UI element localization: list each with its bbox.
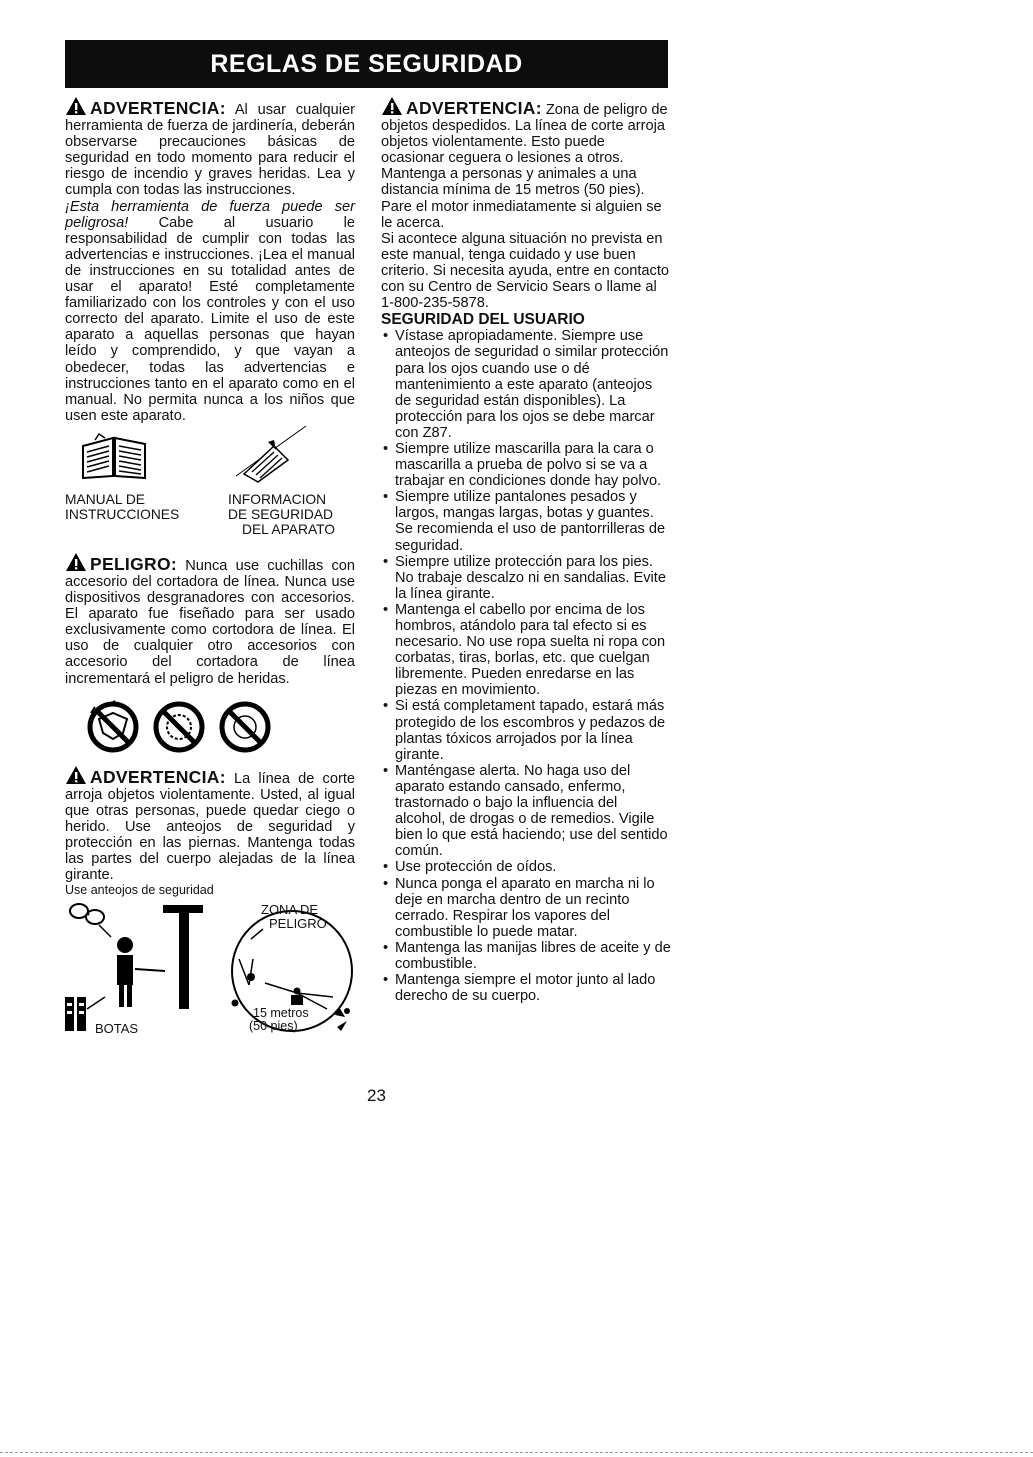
danger-paragraph <box>65 552 355 687</box>
warning-text-2b: La línea de corte arroja objetos violentamente. Usted, al igual que otras personas, puede quedar ciego o herido. Use anteojos de seguridad y protección en las piernas. Mantenga todas las partes del cuerpo alejadas de la línea girante. <box>65 770 355 884</box>
warning-text-3: Zona de peligro de objetos despedidos. La línea de corte arroja objetos violentamente. Esto puede ocasionar ceguera o lesiones a otros. Mantenga a personas y animales a una distancia mínima de 15 metros (50 pies). Pare el motor inmediatamente si alguien se le acerca. <box>381 102 668 231</box>
manual-caption <box>65 492 179 522</box>
warning-paragraph-3 <box>381 96 671 231</box>
zone-label-line2: PELIGRO <box>269 916 327 932</box>
hazard-warning-icon-3 <box>381 96 403 116</box>
manual-caption-line1: MANUAL DE <box>65 491 145 507</box>
manual-icons-row <box>65 430 355 537</box>
info-caption-line2: DE SEGURIDAD <box>228 506 334 522</box>
warning-paragraph-1b <box>65 199 355 424</box>
safety-bullet-item: • Vístase apropiadamente. Siempre use anteojos de seguridad o similar protección para los ojos cuando use o dé mantenimiento a este aparato (anteojos de seguridad están disponibles). La protección para los ojos se debe marcar con Z87. <box>381 328 671 441</box>
no-blade-icon <box>85 699 141 755</box>
page-number: 23 <box>367 1086 386 1105</box>
safety-bullet-item: • Manténgase alerta. No haga uso del aparato estando cansado, enfermo, trastornado o bajo la influencia del alcohol, de drogas o de remedios. Vigile bien lo que está haciendo; use del sentido común. <box>381 763 671 860</box>
operator-figure-icon <box>117 905 203 1009</box>
danger-heading: PELIGRO: <box>90 553 177 574</box>
hazard-danger-icon <box>65 552 87 572</box>
safety-bullet-item: • Mantenga siempre el motor junto al lado derecho de su cuerpo. <box>381 972 671 1004</box>
boots-label: BOTAS <box>95 1021 139 1037</box>
user-safety-list <box>381 328 671 1004</box>
info-caption-line1: INFORMACION <box>228 491 327 507</box>
goggles-caption: Use anteojos de seguridad <box>65 883 214 898</box>
hazard-warning-icon <box>65 96 87 116</box>
safety-bullet-item: • Siempre utilize protección para los pies. No trabaje descalzo ni en sandalias. Evite la línea girante. <box>381 554 671 602</box>
no-blades-icons <box>85 699 355 755</box>
user-safety-heading: SEGURIDAD DEL USUARIO <box>381 311 585 329</box>
section-banner <box>65 40 668 88</box>
warning-heading: ADVERTENCIA: <box>90 98 226 118</box>
distance-label-line2: (50 pies) <box>249 1019 298 1034</box>
service-paragraph: Si acontece alguna situación no prevista en este manual, tenga cuidado y use buen criterio. Si necesita ayuda, entre en contacto con su Centro de Servicio Sears o llame al 1-800-235-5878. <box>381 230 669 312</box>
danger-zone-label <box>261 903 327 931</box>
warning-paragraph-1 <box>65 96 355 199</box>
zone-label-line1: ZONA DE <box>261 902 319 918</box>
banner-title: REGLAS DE SEGURIDAD <box>210 49 523 78</box>
danger-zone-diagram <box>65 899 355 1041</box>
right-column <box>381 96 671 1004</box>
safety-bullet-item: • Mantenga las manijas libres de aceite y de combustible. <box>381 940 671 972</box>
manual-book-icon <box>79 432 149 480</box>
no-disc-icon <box>217 699 273 755</box>
goggles-icon <box>70 904 111 937</box>
left-column <box>65 96 355 1041</box>
safety-bullet-item: • Si está completament tapado, estará más protegido de los escombros y pedazos de plantas tóxicos arrojados por la línea girante. <box>381 698 671 762</box>
manual-caption-line2: INSTRUCCIONES <box>65 506 180 522</box>
safety-bullet-item: • Siempre utilize pantalones pesados y largos, mangas largas, botas y guantes. Se recomienda el uso de pantorrilleras de seguridad. <box>381 489 671 553</box>
info-caption <box>228 492 335 537</box>
info-caption-line3: DEL APARATO <box>242 521 336 537</box>
warning-heading-2: ADVERTENCIA: <box>90 766 226 787</box>
warning-italic-text: ¡Esta herramienta de fuerza puede ser peligrosa! <box>65 198 355 231</box>
distance-label-line1: 15 metros <box>253 1006 309 1021</box>
safety-bullet-item: • Siempre utilize mascarilla para la cara o mascarilla a prueba de polvo si se va a trabajar en condiciones donde hay polvo. <box>381 441 671 489</box>
warning-text: Al usar cualquier herramienta de fuerza de jardinería, deberán observarse precauciones básicas de seguridad en todo momento para reducir el riesgo de incendio y graves heridas. Lea y cumpla con todas las instrucciones. <box>65 102 356 199</box>
safety-bullet-item: • Nunca ponga el aparato en marcha ni lo deje en marcha dentro de un recinto cerrado. Respirar los vapores del combustible lo puede matar. <box>381 876 671 940</box>
distance-label <box>249 1007 309 1033</box>
hazard-warning-icon-2 <box>65 765 87 785</box>
safety-bullet-item: • Use protección de oídos. <box>381 859 671 875</box>
warning-heading-3: ADVERTENCIA: <box>406 98 542 118</box>
safety-label-icon <box>230 422 310 484</box>
warning-paragraph-2 <box>65 765 355 884</box>
danger-text: Nunca use cuchillas con accesorio del cortadora de línea. Nunca use dispositivos desgranadores con accesorios. El aparato fue fiseñado para ser usado exclusivamente como cortodora de línea. El uso de cualquier otro accesorios con accesorio del cortadora de línea incrementará el peligro de heridas. <box>65 557 355 687</box>
page-edge-divider <box>0 1452 1033 1453</box>
no-saw-blade-icon <box>151 699 207 755</box>
warning-text-2: Cabe al usuario le responsabilidad de cumplir con todas las advertencias e instrucciones. ¡Lea el manual de instrucciones en su totalidad antes de usar el aparato! Esté completamente familiarizado con los controles y con el uso correcto del aparato. Limite el uso de este aparato a aquellas personas que hayan leído y comprendido, y que vayan a obedecer, todas las advertencias e instrucciones tanto en el aparato como en el manual. No permita nunca a los niños que usen este aparato. <box>65 214 355 424</box>
safety-bullet-item: • Mantenga el cabello por encima de los hombros, atándolo para tal efecto si es necesario. No use ropa suelta ni ropa con corbatas, tiras, borlas, etc. que cuelgan libremente. Pueden enredarse en las piezas en movimiento. <box>381 602 671 699</box>
